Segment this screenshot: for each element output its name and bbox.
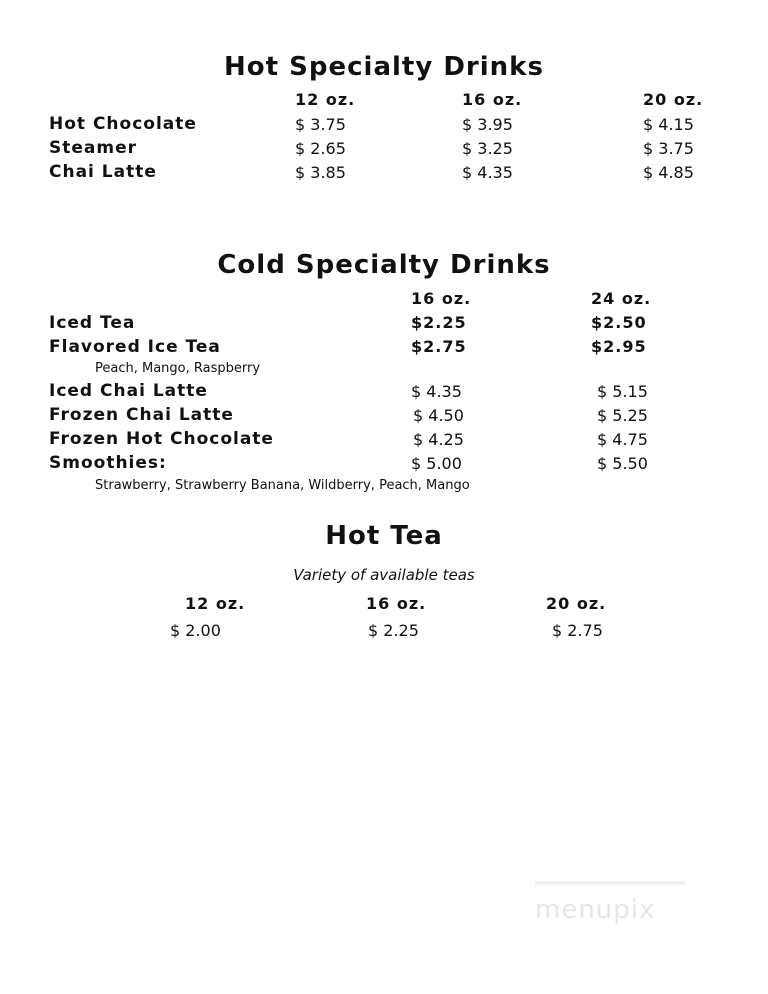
cold-item-name: Frozen Chai Latte (49, 405, 234, 425)
hot-item-price-12: $ 2.65 (295, 139, 346, 158)
hot-size-header-20: 20 oz. (643, 90, 704, 109)
hot-tea-subtitle: Variety of available teas (293, 566, 475, 584)
cold-item-price-24: $2.95 (591, 337, 647, 356)
cold-item-price-24: $ 5.15 (597, 382, 648, 401)
cold-size-header-16: 16 oz. (411, 289, 472, 308)
hot-item-price-16: $ 4.35 (462, 163, 513, 182)
watermark-tagline (535, 879, 685, 890)
hot-item-name: Hot Chocolate (49, 114, 197, 134)
tea-size-header-16: 16 oz. (366, 594, 427, 613)
hot-item-price-12: $ 3.85 (295, 163, 346, 182)
hot-size-header-16: 16 oz. (462, 90, 523, 109)
cold-item-name: Frozen Hot Chocolate (49, 429, 274, 449)
watermark-tagline-shape (535, 879, 685, 887)
cold-item-price-16: $ 5.00 (411, 454, 462, 473)
cold-specialty-title: Cold Specialty Drinks (217, 250, 551, 280)
cold-item-price-16: $ 4.50 (413, 406, 464, 425)
cold-item-price-24: $ 5.25 (597, 406, 648, 425)
tea-price-20: $ 2.75 (552, 621, 603, 640)
watermark-logo: menupix (535, 895, 656, 925)
hot-size-header-12: 12 oz. (295, 90, 356, 109)
hot-item-price-20: $ 4.85 (643, 163, 694, 182)
tea-price-16: $ 2.25 (368, 621, 419, 640)
cold-item-name: Iced Chai Latte (49, 381, 208, 401)
cold-item-name: Flavored Ice Tea (49, 337, 221, 357)
smoothie-flavors-note: Strawberry, Strawberry Banana, Wildberry, Peach, Mango (95, 478, 470, 493)
cold-item-name: Iced Tea (49, 313, 136, 333)
flavor-options-note: Peach, Mango, Raspberry (95, 361, 261, 376)
hot-specialty-title: Hot Specialty Drinks (224, 52, 544, 82)
cold-item-price-24: $2.50 (591, 313, 647, 332)
hot-item-price-12: $ 3.75 (295, 115, 346, 134)
cold-item-price-16: $2.25 (411, 313, 467, 332)
hot-item-name: Chai Latte (49, 162, 157, 182)
cold-item-price-16: $ 4.35 (411, 382, 462, 401)
tea-size-header-20: 20 oz. (546, 594, 607, 613)
hot-tea-title: Hot Tea (325, 521, 443, 551)
hot-item-price-20: $ 3.75 (643, 139, 694, 158)
tea-price-12: $ 2.00 (170, 621, 221, 640)
hot-item-price-20: $ 4.15 (643, 115, 694, 134)
tea-size-header-12: 12 oz. (185, 594, 246, 613)
hot-item-price-16: $ 3.95 (462, 115, 513, 134)
cold-item-price-24: $ 5.50 (597, 454, 648, 473)
cold-item-price-16: $2.75 (411, 337, 467, 356)
cold-item-name: Smoothies: (49, 453, 167, 473)
cold-item-price-24: $ 4.75 (597, 430, 648, 449)
hot-item-price-16: $ 3.25 (462, 139, 513, 158)
cold-item-price-16: $ 4.25 (413, 430, 464, 449)
hot-item-name: Steamer (49, 138, 137, 158)
cold-size-header-24: 24 oz. (591, 289, 652, 308)
